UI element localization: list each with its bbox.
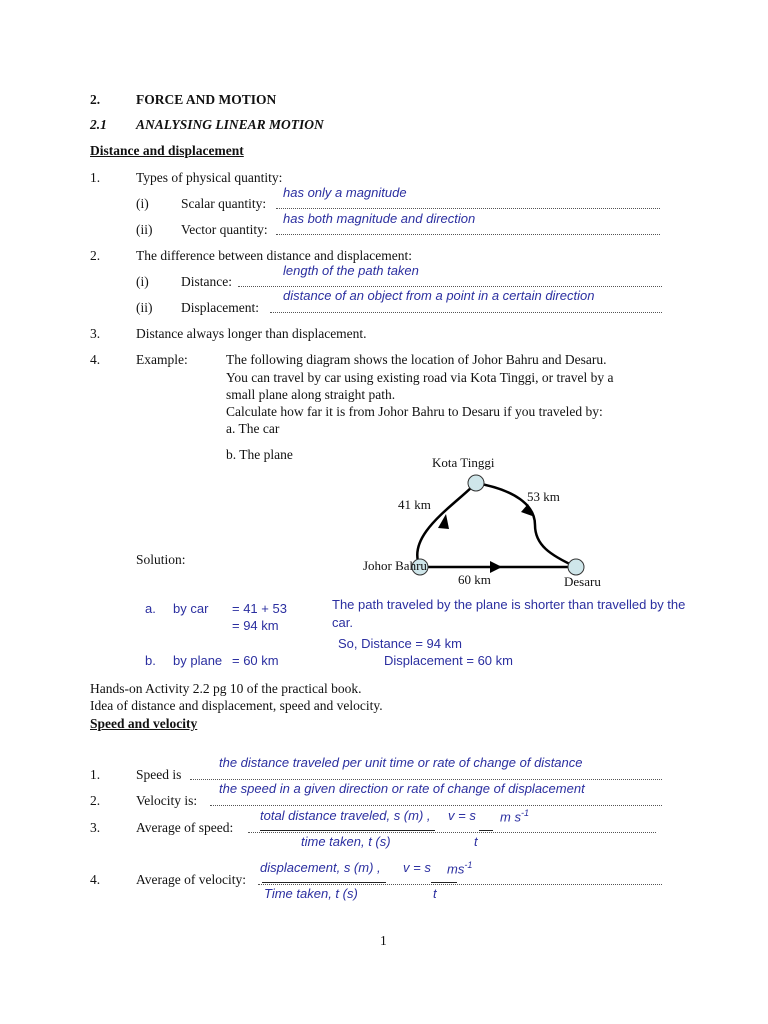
label-60km: 60 km bbox=[458, 572, 491, 587]
route-kota-tinggi-desaru bbox=[476, 483, 576, 567]
s4-fraction-bar bbox=[262, 882, 386, 883]
subheading-title: ANALYSING LINEAR MOTION bbox=[136, 117, 324, 132]
solution-a-calc1: = 41 + 53 bbox=[232, 601, 287, 616]
q2-ii-text: Displacement: bbox=[181, 300, 259, 315]
s4-v-equation: v = s bbox=[403, 860, 431, 875]
s2-dotline bbox=[210, 805, 662, 806]
arrow-kota-tinggi-desaru bbox=[521, 504, 535, 517]
s3-numerator: total distance traveled, s (m) , bbox=[260, 808, 431, 823]
solution-note-distance: So, Distance = 94 km bbox=[338, 636, 462, 651]
solution-note-displacement: Displacement = 60 km bbox=[384, 653, 513, 668]
q2-number: 2. bbox=[90, 248, 101, 263]
solution-a-text: by car bbox=[173, 601, 209, 616]
q2-i-text: Distance: bbox=[181, 274, 232, 289]
route-diagram bbox=[350, 445, 620, 595]
q1-number: 1. bbox=[90, 170, 101, 185]
s2-answer: the speed in a given direction or rate of change of displacement bbox=[219, 781, 585, 796]
solution-a-label: a. bbox=[145, 601, 156, 616]
q4-line3: small plane along straight path. bbox=[226, 387, 396, 402]
activity-line1: Hands-on Activity 2.2 pg 10 of the practical book. bbox=[90, 681, 362, 696]
s4-fraction-bar-short bbox=[431, 882, 457, 883]
s1-answer: the distance traveled per unit time or rate of change of distance bbox=[219, 755, 583, 770]
s2-number: 2. bbox=[90, 793, 101, 808]
node-desaru bbox=[568, 559, 584, 575]
q1-ii-label: (ii) bbox=[136, 222, 153, 237]
solution-note-line2: car. bbox=[332, 615, 353, 630]
activity-line2: Idea of distance and displacement, speed and velocity. bbox=[90, 698, 383, 713]
s3-t: t bbox=[474, 834, 478, 849]
s4-t: t bbox=[433, 886, 437, 901]
q1-i-dotline bbox=[276, 208, 660, 209]
s1-dotline bbox=[190, 779, 662, 780]
s3-dotline bbox=[248, 832, 656, 833]
heading-number: 2. bbox=[90, 92, 101, 107]
q1-i-text: Scalar quantity: bbox=[181, 196, 267, 211]
s3-v-equation: v = s bbox=[448, 808, 476, 823]
q2-text: The difference between distance and displacement: bbox=[136, 248, 412, 263]
q4-option-a: a. The car bbox=[226, 421, 280, 436]
s4-dotline bbox=[258, 884, 662, 885]
q1-text: Types of physical quantity: bbox=[136, 170, 283, 185]
label-desaru: Desaru bbox=[564, 574, 601, 589]
q2-i-label: (i) bbox=[136, 274, 149, 289]
solution-a-calc2: = 94 km bbox=[232, 618, 279, 633]
q3-number: 3. bbox=[90, 326, 101, 341]
solution-label: Solution: bbox=[136, 552, 186, 567]
q1-ii-text: Vector quantity: bbox=[181, 222, 268, 237]
q1-i-answer: has only a magnitude bbox=[283, 185, 407, 200]
s3-fraction-bar bbox=[260, 830, 435, 831]
q4-option-b: b. The plane bbox=[226, 447, 293, 462]
s1-number: 1. bbox=[90, 767, 101, 782]
q4-line1: The following diagram shows the location of Johor Bahru and Desaru. bbox=[226, 352, 607, 367]
heading-title: FORCE AND MOTION bbox=[136, 92, 277, 107]
solution-b-label: b. bbox=[145, 653, 156, 668]
label-41km: 41 km bbox=[398, 497, 431, 512]
s3-unit: m $s^{-1}$ bbox=[500, 808, 529, 825]
label-kota-tinggi: Kota Tinggi bbox=[432, 455, 495, 470]
q1-ii-dotline bbox=[276, 234, 660, 235]
arrow-jb-desaru bbox=[490, 561, 502, 573]
q4-line2: You can travel by car using existing road via Kota Tinggi, or travel by a bbox=[226, 370, 614, 385]
q2-ii-dotline bbox=[270, 312, 662, 313]
section-title-distance: Distance and displacement bbox=[90, 143, 244, 158]
label-53km: 53 km bbox=[527, 489, 560, 504]
q4-line4: Calculate how far it is from Johor Bahru to Desaru if you traveled by: bbox=[226, 404, 603, 419]
node-kota-tinggi bbox=[468, 475, 484, 491]
q4-label: Example: bbox=[136, 352, 188, 367]
s1-text: Speed is bbox=[136, 767, 182, 782]
s2-text: Velocity is: bbox=[136, 793, 198, 808]
s4-text: Average of velocity: bbox=[136, 872, 246, 887]
q4-number: 4. bbox=[90, 352, 101, 367]
q1-ii-answer: has both magnitude and direction bbox=[283, 211, 476, 226]
s3-number: 3. bbox=[90, 820, 101, 835]
q2-ii-answer: distance of an object from a point in a certain direction bbox=[283, 288, 595, 303]
solution-b-text: by plane bbox=[173, 653, 223, 668]
s3-text: Average of speed: bbox=[136, 820, 234, 835]
label-johor-bahru: Johor Bahru bbox=[363, 558, 427, 573]
s4-denominator: Time taken, t (s) bbox=[264, 886, 358, 901]
s4-unit: $ms^{-1}$ bbox=[447, 860, 473, 877]
solution-note-line1: The path traveled by the plane is shorter than travelled by the bbox=[332, 597, 686, 612]
q3-text: Distance always longer than displacement. bbox=[136, 326, 367, 341]
subheading-number: 2.1 bbox=[90, 117, 107, 132]
s4-numerator: displacement, s (m) , bbox=[260, 860, 381, 875]
s3-fraction-bar-short bbox=[479, 830, 493, 831]
q2-i-answer: length of the path taken bbox=[283, 263, 419, 278]
section-title-speed: Speed and velocity bbox=[90, 716, 198, 731]
solution-b-calc: = 60 km bbox=[232, 653, 279, 668]
s4-number: 4. bbox=[90, 872, 101, 887]
q2-i-dotline bbox=[238, 286, 662, 287]
q2-ii-label: (ii) bbox=[136, 300, 153, 315]
q1-i-label: (i) bbox=[136, 196, 149, 211]
s3-denominator: time taken, t (s) bbox=[301, 834, 391, 849]
page-number: 1 bbox=[380, 933, 387, 948]
